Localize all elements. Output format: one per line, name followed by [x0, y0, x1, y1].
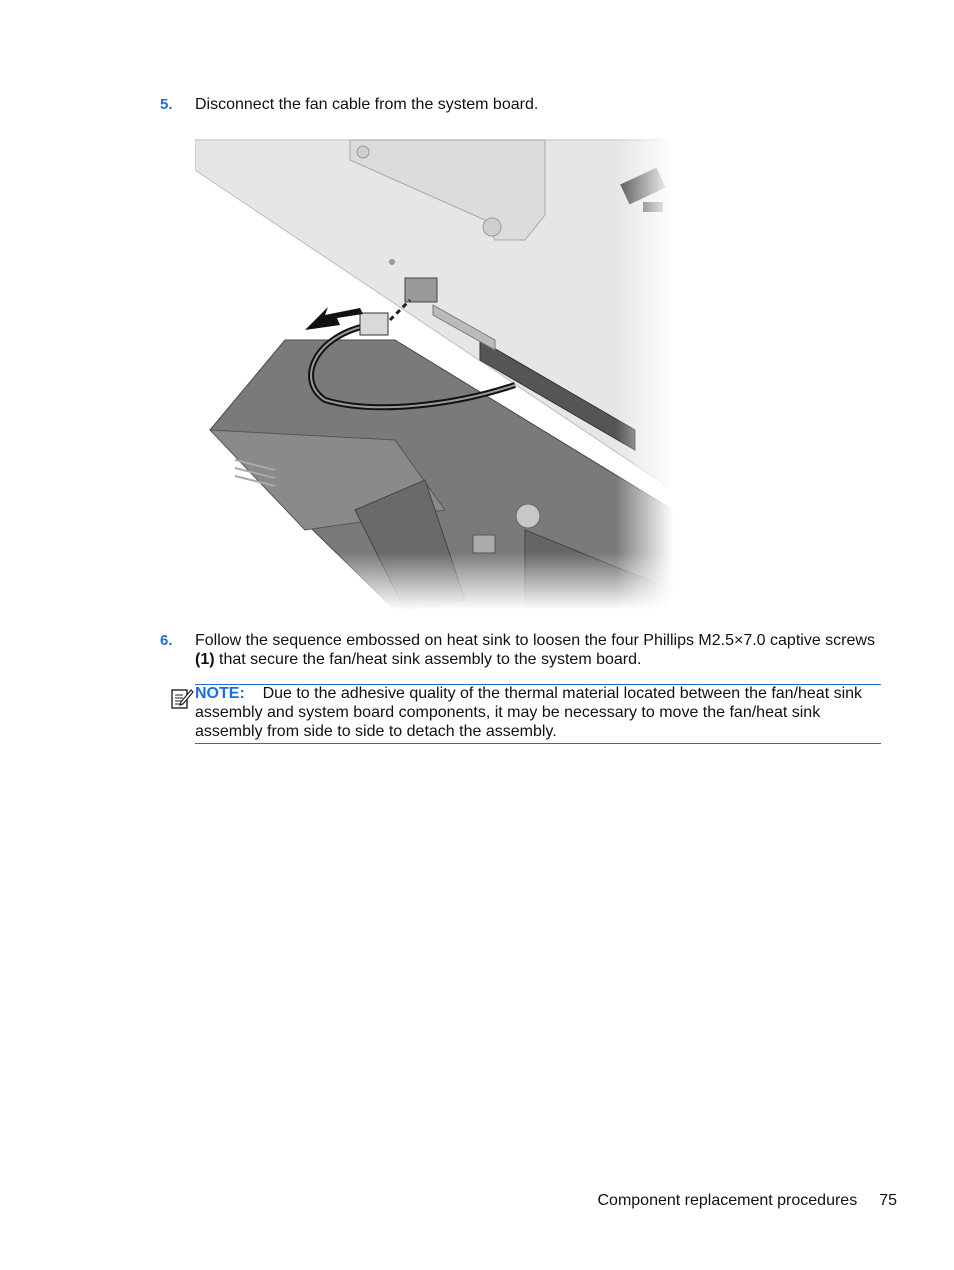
note-pencil-icon — [170, 686, 194, 710]
step-6-number: 6. — [160, 632, 173, 649]
fan-cable-illustration — [195, 130, 673, 610]
step-6-line2: that secure the fan/heat sink assembly to the system board. — [214, 651, 642, 668]
step-5-number: 5. — [160, 96, 173, 113]
step-6-text — [195, 631, 895, 669]
page-footer — [598, 1192, 898, 1210]
footer-section-title: Component replacement procedures — [597, 1192, 858, 1209]
step-5-text: Disconnect the fan cable from the system board. — [195, 96, 539, 113]
footer-page-number: 75 — [879, 1192, 897, 1209]
note-label: NOTE: — [195, 685, 245, 702]
note-text — [195, 684, 881, 741]
note-body: Due to the adhesive quality of the thermal material located between the fan/heat sink assembly and system board components, it may be necessary to move the fan/heat sink assembly from side to side to detach the assembly. — [195, 685, 863, 740]
step-6-callout: (1) — [195, 651, 215, 668]
step-6-line1: Follow the sequence embossed on heat sink to loosen the four Phillips M2.5×7.0 captive screws — [195, 632, 875, 649]
